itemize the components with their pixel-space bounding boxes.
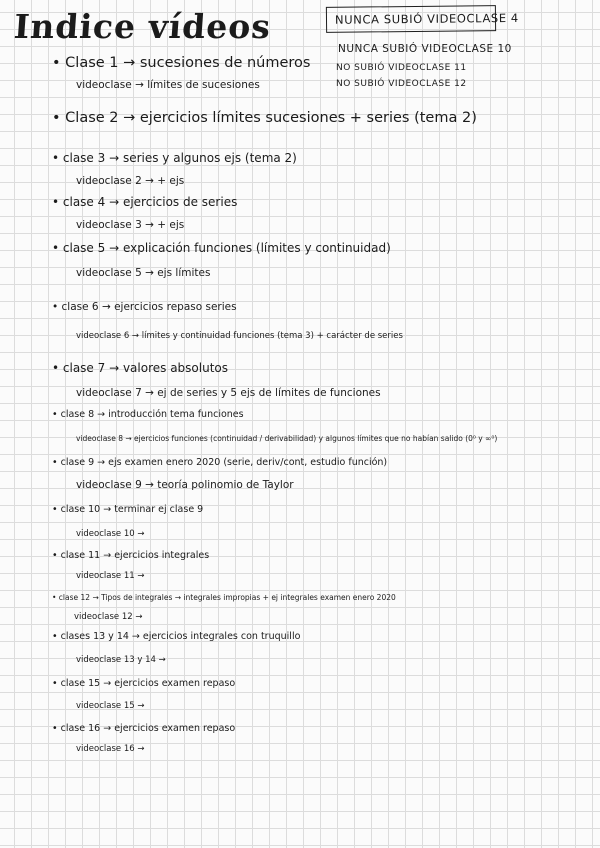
- clase-line: • clases 13 y 14 → ejercicios integrales con truquillo: [52, 631, 301, 642]
- clase-line: • Clase 1 → sucesiones de números: [52, 55, 311, 71]
- clase-line: • clase 10 → terminar ej clase 9: [52, 504, 204, 515]
- clase-line: • clase 11 → ejercicios integrales: [52, 550, 210, 561]
- videoclase-line: videoclase 16 →: [76, 744, 145, 754]
- videoclase-line: videoclase 9 → teoría polinomio de Taylor: [76, 479, 294, 491]
- clase-line: • Clase 2 → ejercicios límites sucesiones + series (tema 2): [52, 110, 477, 126]
- videoclase-line: videoclase 5 → ejs límites: [76, 267, 211, 279]
- videoclase-line: videoclase 11 →: [76, 571, 145, 581]
- clase-line: • clase 15 → ejercicios examen repaso: [52, 678, 236, 689]
- videoclase-line: videoclase 3 → + ejs: [76, 219, 185, 231]
- clase-line: • clase 5 → explicación funciones (límites y continuidad): [52, 241, 391, 255]
- boxed-note-text: NUNCA SUBIÓ VIDEOCLASE 4: [334, 10, 519, 27]
- clase-line: • clase 8 → introducción tema funciones: [52, 409, 244, 420]
- videoclase-line: videoclase 7 → ej de series y 5 ejs de límites de funciones: [76, 387, 381, 399]
- clase-line: • clase 4 → ejercicios de series: [52, 195, 238, 209]
- clase-line: • clase 7 → valores absolutos: [52, 361, 228, 375]
- videoclase-line: videoclase 15 →: [76, 701, 145, 711]
- videoclase-line: videoclase 13 y 14 →: [76, 655, 166, 665]
- clase-line: • clase 12 → Tipos de integrales → integrales impropias + ej integrales examen enero 2020: [52, 593, 396, 602]
- clase-line: • clase 6 → ejercicios repaso series: [52, 301, 237, 313]
- videoclase-line: videoclase 12 →: [74, 612, 143, 622]
- side-note: NO SUBIÓ VIDEOCLASE 11: [336, 63, 467, 73]
- clase-line: • clase 3 → series y algunos ejs (tema 2): [52, 151, 297, 165]
- clase-line: • clase 16 → ejercicios examen repaso: [52, 723, 236, 734]
- side-note: NO SUBIÓ VIDEOCLASE 12: [336, 79, 467, 89]
- videoclase-line: videoclase 6 → límites y continuidad funciones (tema 3) + carácter de series: [76, 331, 403, 341]
- videoclase-line: videoclase → límites de sucesiones: [76, 79, 260, 91]
- page-title: Indice vídeos: [12, 7, 273, 46]
- videoclase-line: videoclase 10 →: [76, 529, 145, 539]
- videoclase-line: videoclase 2 → + ejs: [76, 175, 185, 187]
- videoclase-line: videoclase 8 → ejercicios funciones (continuidad / derivabilidad) y algunos límites que no habían salido (0⁰ y ∞⁰): [76, 434, 498, 443]
- boxed-note: [326, 5, 519, 33]
- side-note: NUNCA SUBIÓ VIDEOCLASE 10: [338, 43, 512, 55]
- clase-line: • clase 9 → ejs examen enero 2020 (serie, deriv/cont, estudio función): [52, 457, 388, 468]
